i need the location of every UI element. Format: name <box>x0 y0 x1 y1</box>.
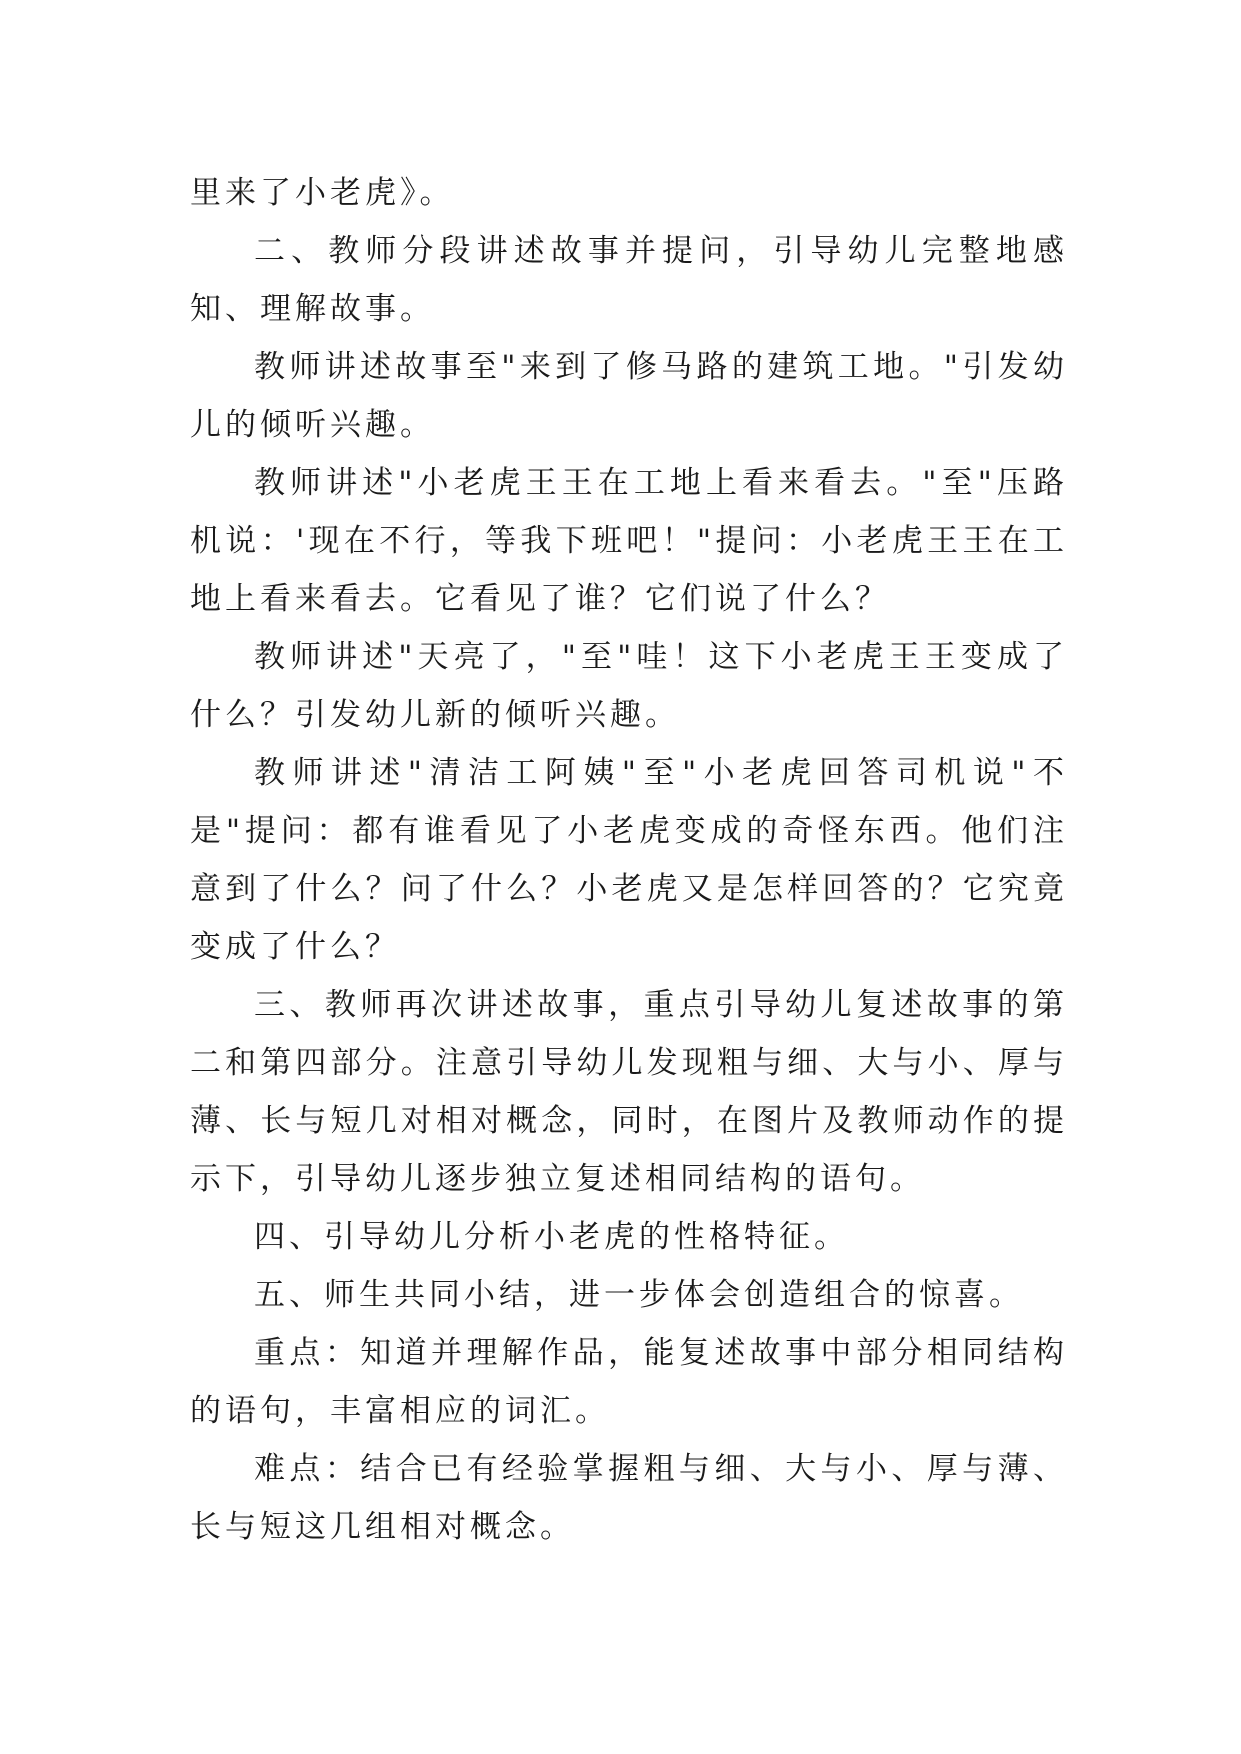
paragraph-step-three: 三、教师再次讲述故事，重点引导幼儿复述故事的第二和第四部分。注意引导幼儿发现粗与细、大与小、厚与薄、长与短几对相对概念，同时，在图片及教师动作的提示下，引导幼儿逐步独立复述相同结构的语句。 <box>190 987 1068 1197</box>
paragraph-dawn: 教师讲述"天亮了，"至"哇！这下小老虎王王变成了什么？引发幼儿新的倾听兴趣。 <box>190 639 1068 733</box>
document-body <box>190 164 1068 1556</box>
paragraph-step-two: 二、教师分段讲述故事并提问，引导幼儿完整地感知、理解故事。 <box>190 233 1068 327</box>
paragraph-continuation: 里来了小老虎》。 <box>190 175 455 211</box>
paragraph-difficulty: 难点：结合已有经验掌握粗与细、大与小、厚与薄、长与短这几组相对概念。 <box>190 1451 1068 1545</box>
paragraph-key-point: 重点：知道并理解作品，能复述故事中部分相同结构的语句，丰富相应的词汇。 <box>190 1335 1068 1429</box>
paragraph-worksite: 教师讲述"小老虎王王在工地上看来看去。"至"压路机说：'现在不行，等我下班吧！"提问：小老虎王王在工地上看来看去。它看见了谁？它们说了什么？ <box>190 465 1068 617</box>
paragraph-story-intro: 教师讲述故事至"来到了修马路的建筑工地。"引发幼儿的倾听兴趣。 <box>190 349 1068 443</box>
paragraph-cleaner: 教师讲述"清洁工阿姨"至"小老虎回答司机说"不是"提问：都有谁看见了小老虎变成的奇怪东西。他们注意到了什么？问了什么？小老虎又是怎样回答的？它究竟变成了什么？ <box>190 755 1068 965</box>
paragraph-step-five: 五、师生共同小结，进一步体会创造组合的惊喜。 <box>254 1277 1024 1313</box>
paragraph-step-four: 四、引导幼儿分析小老虎的性格特征。 <box>254 1219 849 1255</box>
